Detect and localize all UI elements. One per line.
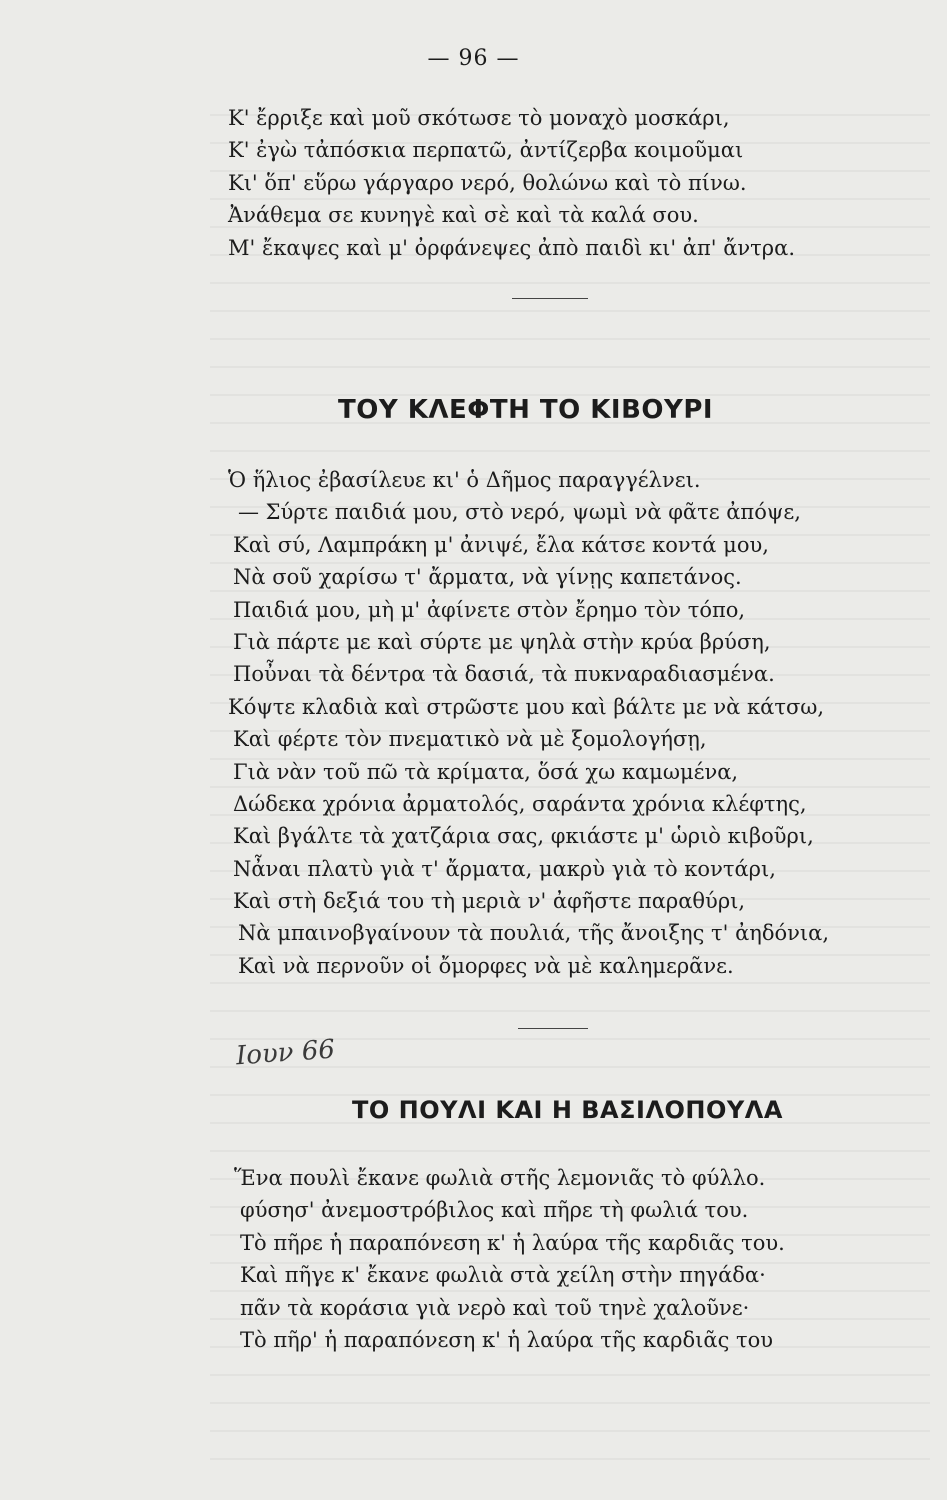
verse-line: Κ' ἔρριξε καὶ μοῦ σκότωσε τὸ μοναχὸ μοσκάρι,	[228, 106, 730, 130]
stanza-2	[228, 464, 888, 982]
verse-line: — Σύρτε παιδιά μου, στὸ νερό, ψωμὶ νὰ φᾶτε ἀπόψε,	[238, 500, 801, 525]
verse-line: Ἕνα πουλὶ ἔκανε φωλιὰ στῆς λεμονιᾶς τὸ φύλλο.	[234, 1166, 766, 1190]
verse-line: Ὁ ἥλιος ἐβασίλευε κι' ὁ Δῆμος παραγγέλνει.	[228, 468, 701, 492]
verse-line: Ἀνάθεμα σε κυνηγὲ καὶ σὲ καὶ τὰ καλά σου.	[228, 203, 699, 228]
verse-line: Νὰ σοῦ χαρίσω τ' ἄρματα, νὰ γίνῃς καπετάνος.	[233, 565, 742, 590]
verse-line: Καὶ φέρτε τὸν πνεματικὸ νὰ μὲ ξομολογήσῃ,	[233, 727, 707, 752]
verse-line: Γιὰ πάρτε με καὶ σύρτε με ψηλὰ στὴν κρύα βρύση,	[233, 629, 771, 654]
verse-line: Καὶ πῆγε κ' ἔκανε φωλιὰ στὰ χείλη στὴν πηγάδα·	[240, 1263, 766, 1288]
poem-title-1: ΤΟΥ ΚΛΕΦΤΗ ΤΟ ΚΙΒΟΥΡΙ	[338, 395, 714, 425]
verse-line: Ποὖναι τὰ δέντρα τὰ δασιά, τὰ πυκναραδιασμένα.	[233, 662, 775, 687]
verse-line: πᾶν τὰ κοράσια γιὰ νερὸ καὶ τοῦ τηνὲ χαλοῦνε·	[240, 1295, 750, 1320]
poem-title-2: ΤΟ ΠΟΥΛΙ ΚΑΙ Η ΒΑΣΙΛΟΠΟΥΛΑ	[352, 1096, 783, 1124]
page-number: — 96 —	[427, 46, 520, 71]
verse-line: Νἆναι πλατὺ γιὰ τ' ἄρματα, μακρὺ γιὰ τὸ κοντάρι,	[233, 856, 776, 881]
verse-line: Καὶ στὴ δεξιά του τὴ μεριὰ ν' ἀφῆστε παραθύρι,	[233, 889, 746, 914]
verse-line: φύσησ' ἀνεμοστρόβιλος καὶ πῆρε τὴ φωλιά του.	[240, 1198, 749, 1223]
handwritten-note: Ιουν 66	[235, 1034, 336, 1072]
verse-line: Κι' ὅπ' εὕρω γάργαρο νερό, θολώνω καὶ τὸ πίνω.	[228, 170, 747, 195]
verse-line: Νὰ μπαινοβγαίνουν τὰ πουλιά, τῆς ἄνοιξης τ' ἀηδόνια,	[238, 921, 830, 946]
verse-line: Καὶ νὰ περνοῦν οἱ ὄμορφες νὰ μὲ καλημερᾶνε.	[238, 953, 734, 978]
verse-line: Παιδιά μου, μὴ μ' ἀφίνετε στὸν ἔρημο τὸν τόπο,	[233, 597, 746, 622]
verse-line: Κόψτε κλαδιὰ καὶ στρῶστε μου καὶ βάλτε με νὰ κάτσω,	[228, 694, 825, 719]
section-divider	[518, 1028, 588, 1029]
stanza-3	[228, 1162, 888, 1356]
verse-line: Καὶ βγάλτε τὰ χατζάρια σας, φκιάστε μ' ὡριὸ κιβοῦρι,	[233, 824, 814, 849]
verse-line: Τὸ πῆρ' ἡ παραπόνεση κ' ἡ λαύρα τῆς καρδιᾶς του	[240, 1327, 774, 1352]
section-divider	[512, 298, 588, 299]
verse-line: Μ' ἔκαψες καὶ μ' ὀρφάνεψες ἀπὸ παιδὶ κι' ἀπ' ἄντρα.	[228, 235, 795, 260]
verse-line: Καὶ σύ, Λαμπράκη μ' ἀνιψέ, ἔλα κάτσε κοντά μου,	[233, 532, 769, 557]
verse-line: Γιὰ νὰν τοῦ πῶ τὰ κρίματα, ὅσά χω καμωμένα,	[233, 759, 739, 784]
stanza-1	[228, 102, 888, 264]
verse-line: Τὸ πῆρε ἡ παραπόνεση κ' ἡ λαύρα τῆς καρδιᾶς του.	[240, 1230, 785, 1255]
verse-line: Δώδεκα χρόνια ἀρματολός, σαράντα χρόνια κλέφτης,	[233, 791, 807, 816]
verse-line: Κ' ἐγὼ τἀπόσκια περπατῶ, ἀντίζερβα κοιμοῦμαι	[228, 138, 744, 163]
